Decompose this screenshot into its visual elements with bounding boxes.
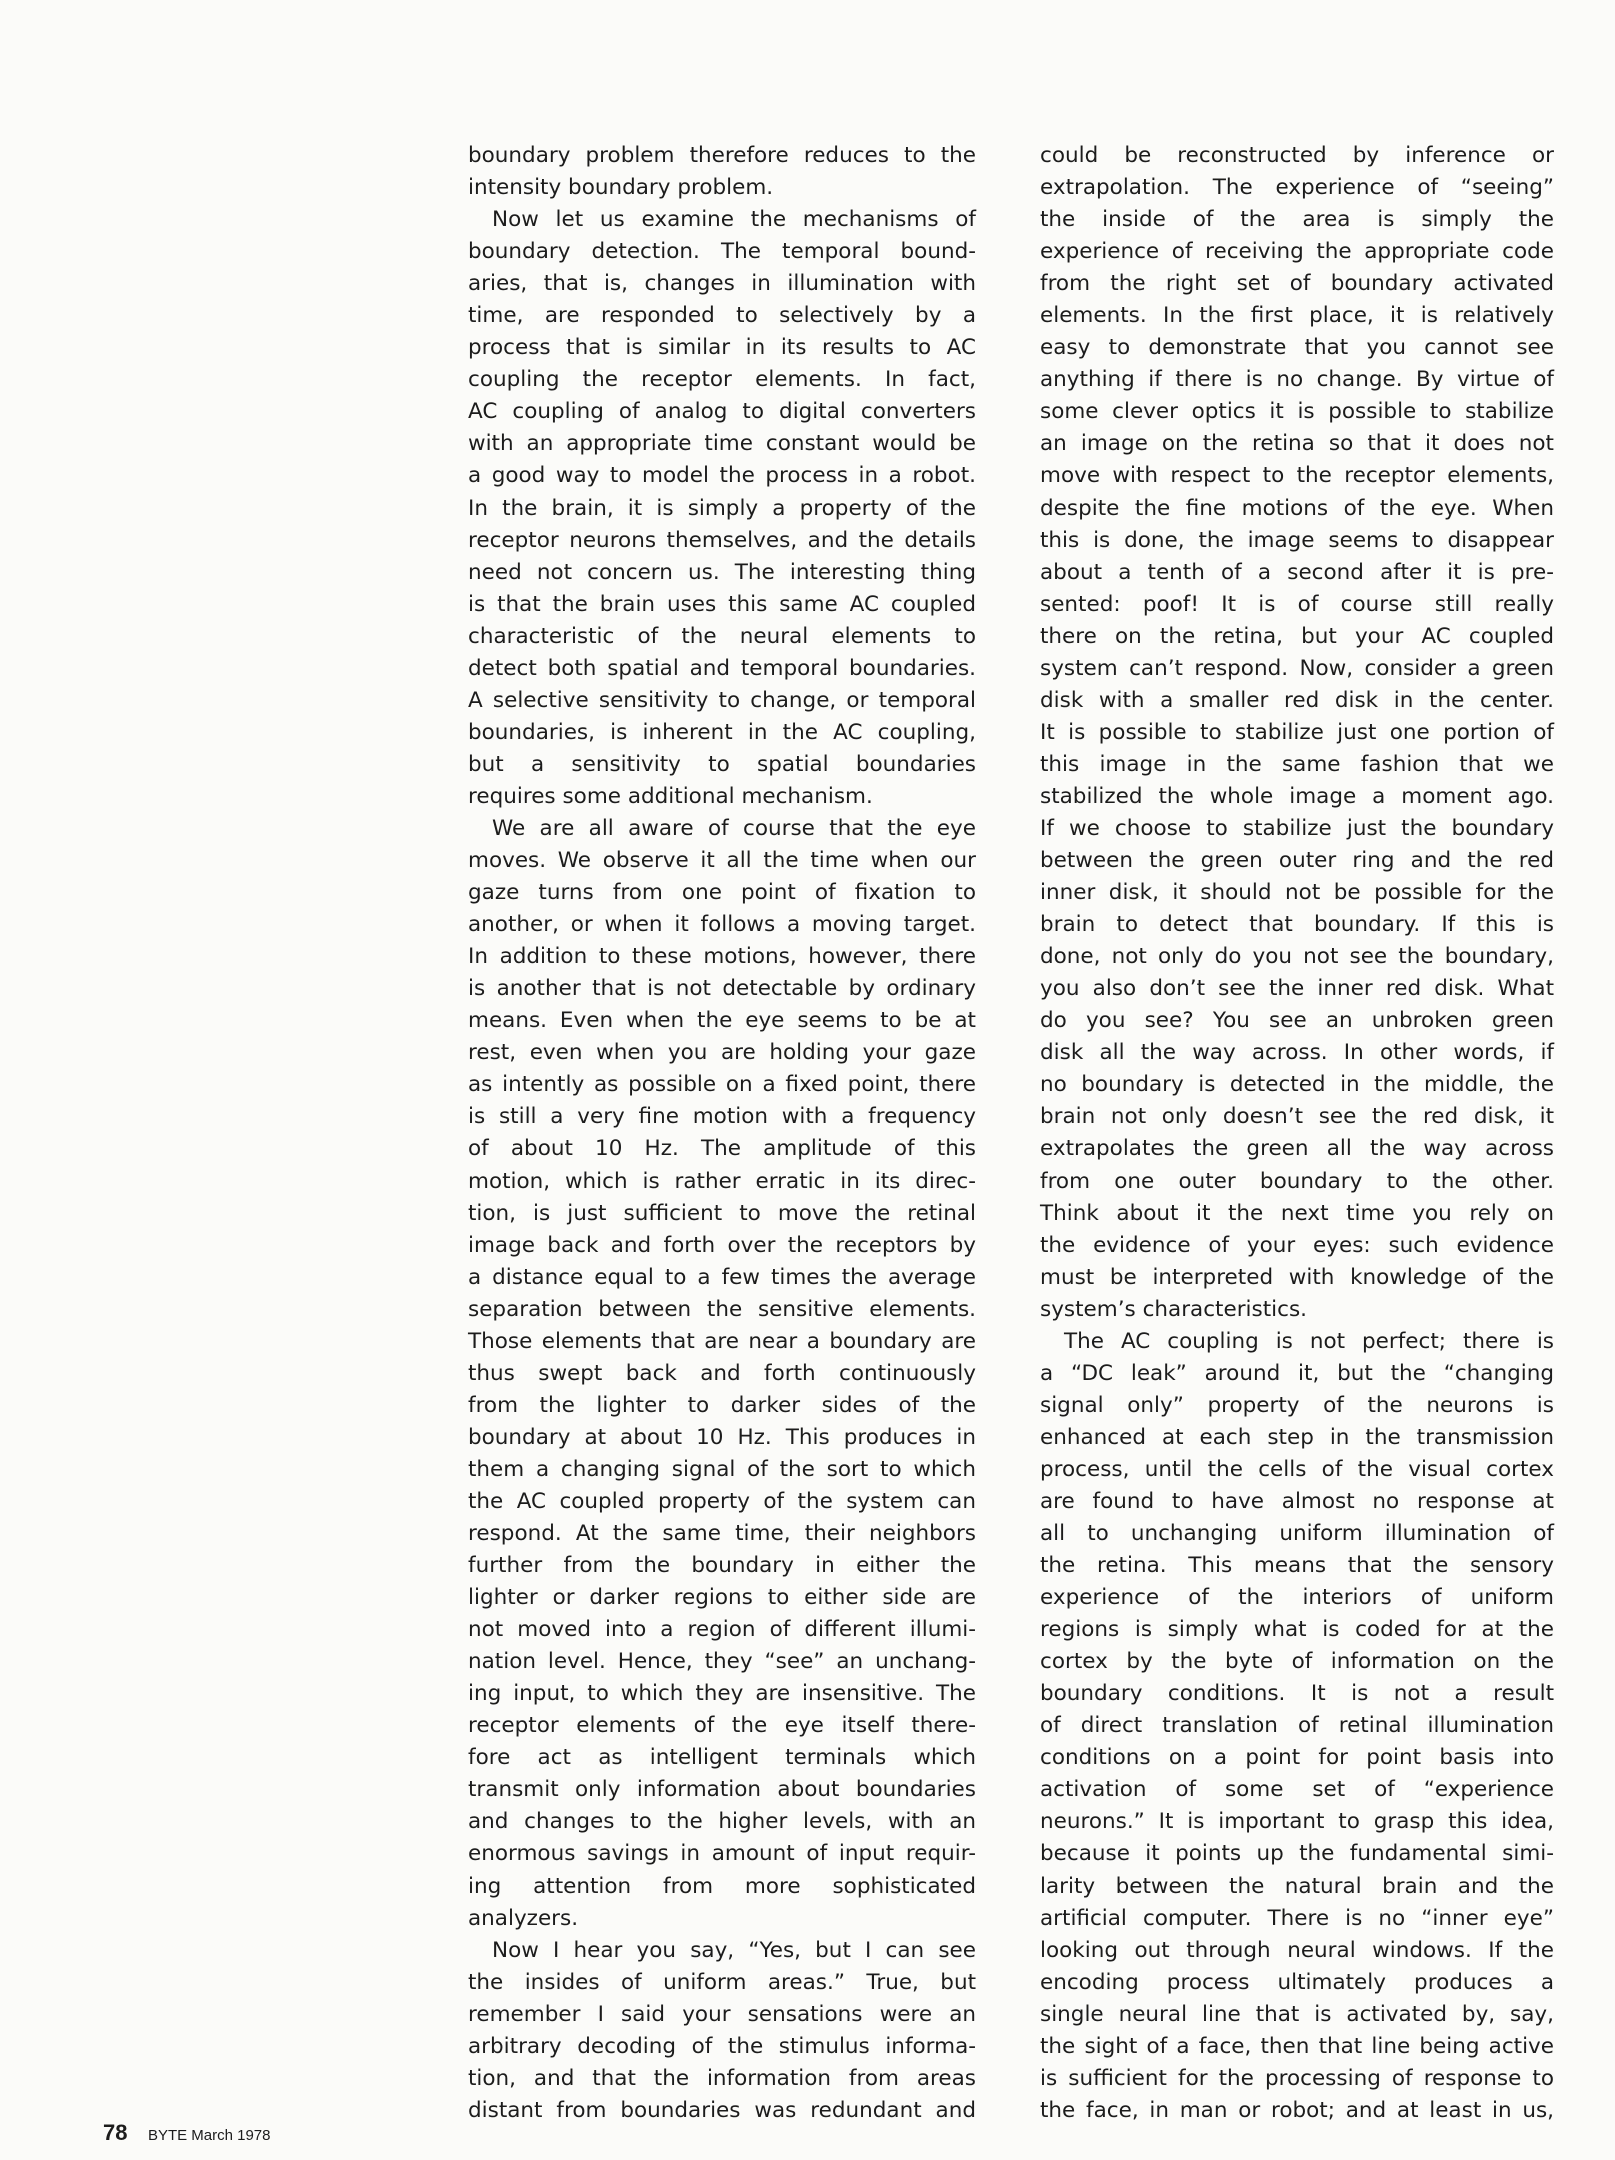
paragraph [1040, 140, 1554, 1326]
text-line: some clever optics it is possible to stabilize [1040, 399, 1554, 425]
text-line: In the brain, it is simply a property of the [468, 495, 976, 521]
text-line: boundary problem therefore reduces to the [468, 143, 976, 168]
text-line: receptor neurons themselves, and the details [468, 527, 976, 553]
text-line: Those elements that are near a boundary are [468, 1328, 976, 1354]
text-line: AC coupling of analog to digital converters [468, 399, 976, 425]
text-line: a “DC leak” around it, but the “changing [1040, 1360, 1554, 1386]
text-line: is still a very fine motion with a frequency [468, 1104, 976, 1130]
text-line: means. Even when the eye seems to be at [468, 1008, 976, 1034]
text-line: of about 10 Hz. The amplitude of this [468, 1136, 976, 1162]
text-line: could be reconstructed by inference or [1040, 143, 1554, 168]
text-line: about a tenth of a second after it is pre- [1040, 559, 1554, 585]
text-line: system’s characteristics. [1040, 1296, 1307, 1322]
text-line: regions is simply what is coded for at the [1040, 1617, 1554, 1643]
text-line: but a sensitivity to spatial boundaries [468, 751, 976, 777]
text-line: no boundary is detected in the middle, the [1040, 1072, 1554, 1098]
text-line: a distance equal to a few times the average [468, 1264, 976, 1290]
text-line: Now let us examine the mechanisms of [492, 207, 976, 233]
text-line: arbitrary decoding of the stimulus informa- [468, 2033, 976, 2059]
paragraph [468, 140, 976, 204]
text-line: analyzers. [468, 1905, 579, 1931]
text-line: system can’t respond. Now, consider a green [1040, 655, 1554, 681]
text-line: boundary detection. The temporal bound- [468, 239, 976, 265]
text-line: signal only” property of the neurons is [1040, 1392, 1554, 1418]
text-line: A selective sensitivity to change, or temporal [468, 687, 976, 713]
text-line: ing attention from more sophisticated [468, 1873, 976, 1899]
text-line: requires some additional mechanism. [468, 783, 873, 809]
text-line: done, not only do you not see the boundary, [1040, 944, 1554, 970]
text-line: respond. At the same time, their neighbors [468, 1521, 976, 1547]
text-line: not moved into a region of different illumi- [468, 1617, 976, 1643]
text-line: despite the fine motions of the eye. When [1040, 495, 1554, 521]
text-line: detect both spatial and temporal boundaries. [468, 655, 976, 681]
text-line: boundary conditions. It is not a result [1040, 1681, 1554, 1707]
paragraph [468, 204, 976, 813]
text-line: this is done, the image seems to disappear [1040, 527, 1554, 553]
text-line: activation of some set of “experience [1040, 1777, 1554, 1803]
text-line: process that is similar in its results to AC [468, 335, 976, 361]
text-line: sented: poof! It is of course still really [1040, 591, 1554, 617]
text-line: is another that is not detectable by ordinary [468, 976, 976, 1002]
text-line: aries, that is, changes in illumination with [468, 271, 976, 297]
text-line: boundaries, is inherent in the AC coupling, [468, 719, 976, 745]
text-line: is that the brain uses this same AC coupled [468, 591, 976, 617]
text-line: the face, in man or robot; and at least in us, [1040, 2097, 1554, 2123]
left-text-column [468, 140, 976, 2127]
text-line: motion, which is rather erratic in its direc- [468, 1168, 976, 1194]
text-line: move with respect to the receptor elements, [1040, 463, 1554, 489]
text-line: Think about it the next time you rely on [1040, 1200, 1554, 1226]
text-line: experience of the interiors of uniform [1040, 1585, 1554, 1611]
text-line: there on the retina, but your AC coupled [1040, 623, 1554, 649]
paragraph [468, 1935, 976, 2127]
text-line: thus swept back and forth continuously [468, 1360, 976, 1386]
text-line: time, are responded to selectively by a [468, 303, 976, 329]
text-line: with an appropriate time constant would be [468, 431, 976, 457]
text-line: cortex by the byte of information on the [1040, 1649, 1554, 1675]
text-line: brain not only doesn’t see the red disk, it [1040, 1104, 1554, 1130]
text-line: boundary at about 10 Hz. This produces in [468, 1424, 976, 1450]
text-line: the retina. This means that the sensory [1040, 1553, 1554, 1579]
text-line: remember I said your sensations were an [468, 2001, 976, 2027]
text-line: The AC coupling is not perfect; there is [1064, 1328, 1554, 1354]
text-line: do you see? You see an unbroken green [1040, 1008, 1554, 1034]
text-line: the inside of the area is simply the [1040, 207, 1554, 233]
text-line: and changes to the higher levels, with an [468, 1809, 976, 1835]
text-line: inner disk, it should not be possible for the [1040, 880, 1554, 906]
text-line: of direct translation of retinal illumination [1040, 1713, 1554, 1739]
page-number: 78 [103, 2120, 128, 2145]
text-line: further from the boundary in either the [468, 1553, 976, 1579]
paragraph [1040, 1326, 1554, 2127]
text-line: It is possible to stabilize just one portion of [1040, 719, 1554, 745]
page-footer [103, 2120, 271, 2146]
text-line: nation level. Hence, they “see” an unchang- [468, 1649, 976, 1675]
text-line: them a changing signal of the sort to which [468, 1456, 976, 1482]
text-line: neurons.” It is important to grasp this idea, [1040, 1809, 1554, 1835]
text-line: the AC coupled property of the system can [468, 1488, 976, 1514]
text-line: the evidence of your eyes: such evidence [1040, 1232, 1554, 1258]
text-line: disk with a smaller red disk in the center. [1040, 687, 1554, 713]
text-line: tion, is just sufficient to move the retinal [468, 1200, 976, 1226]
text-line: between the green outer ring and the red [1040, 848, 1554, 874]
text-line: because it points up the fundamental simi- [1040, 1841, 1554, 1867]
text-line: larity between the natural brain and the [1040, 1873, 1554, 1899]
text-line: enhanced at each step in the transmission [1040, 1424, 1554, 1450]
text-line: disk all the way across. In other words, if [1040, 1040, 1554, 1066]
text-line: gaze turns from one point of fixation to [468, 880, 976, 906]
right-text-column [1040, 140, 1554, 2127]
text-line: need not concern us. The interesting thing [468, 559, 976, 585]
text-line: enormous savings in amount of input requir- [468, 1841, 976, 1867]
text-line: If we choose to stabilize just the boundary [1040, 815, 1554, 841]
text-line: tion, and that the information from areas [468, 2065, 976, 2091]
text-line: intensity boundary problem. [468, 175, 774, 201]
magazine-issue: BYTE March 1978 [147, 2127, 271, 2144]
paragraph [468, 813, 976, 1935]
text-line: lighter or darker regions to either side are [468, 1585, 976, 1611]
text-line: receptor elements of the eye itself there- [468, 1713, 976, 1739]
text-line: ing input, to which they are insensitive. The [468, 1681, 976, 1707]
text-line: the insides of uniform areas.” True, but [468, 1969, 976, 1995]
text-line: extrapolates the green all the way across [1040, 1136, 1554, 1162]
text-line: We are all aware of course that the eye [492, 815, 976, 841]
text-line: separation between the sensitive elements. [468, 1296, 976, 1322]
text-line: artificial computer. There is no “inner eye” [1040, 1905, 1554, 1931]
text-line: from the right set of boundary activated [1040, 271, 1554, 297]
text-line: from one outer boundary to the other. [1040, 1168, 1554, 1194]
text-line: encoding process ultimately produces a [1040, 1969, 1554, 1995]
text-line: coupling the receptor elements. In fact, [468, 367, 976, 393]
text-line: process, until the cells of the visual cortex [1040, 1456, 1554, 1482]
text-line: distant from boundaries was redundant and [468, 2097, 976, 2123]
text-line: conditions on a point for point basis into [1040, 1745, 1554, 1771]
text-line: stabilized the whole image a moment ago. [1040, 783, 1554, 809]
text-line: a good way to model the process in a robot. [468, 463, 976, 489]
text-line: you also don’t see the inner red disk. What [1040, 976, 1554, 1002]
text-line: fore act as intelligent terminals which [468, 1745, 976, 1771]
text-line: single neural line that is activated by, say, [1040, 2001, 1554, 2027]
text-line: characteristic of the neural elements to [468, 623, 976, 649]
text-line: looking out through neural windows. If the [1040, 1937, 1554, 1963]
text-line: from the lighter to darker sides of the [468, 1392, 976, 1418]
text-line: extrapolation. The experience of “seeing” [1040, 175, 1554, 201]
text-line: another, or when it follows a moving target. [468, 912, 976, 938]
text-line: the sight of a face, then that line being active [1040, 2033, 1554, 2059]
text-line: this image in the same fashion that we [1040, 751, 1554, 777]
text-line: rest, even when you are holding your gaze [468, 1040, 976, 1066]
text-line: are found to have almost no response at [1040, 1488, 1554, 1514]
text-line: moves. We observe it all the time when our [468, 848, 976, 874]
text-line: must be interpreted with knowledge of the [1040, 1264, 1554, 1290]
text-line: image back and forth over the receptors by [468, 1232, 976, 1258]
text-line: transmit only information about boundaries [468, 1777, 976, 1803]
text-line: is sufficient for the processing of response to [1040, 2065, 1554, 2091]
text-line: anything if there is no change. By virtue of [1040, 367, 1554, 393]
text-line: In addition to these motions, however, there [468, 944, 976, 970]
text-line: elements. In the first place, it is relatively [1040, 303, 1554, 329]
text-line: experience of receiving the appropriate code [1040, 239, 1554, 265]
text-line: Now I hear you say, “Yes, but I can see [492, 1937, 976, 1963]
text-line: brain to detect that boundary. If this is [1040, 912, 1554, 938]
text-line: easy to demonstrate that you cannot see [1040, 335, 1554, 361]
text-line: an image on the retina so that it does not [1040, 431, 1554, 457]
text-line: all to unchanging uniform illumination of [1040, 1521, 1554, 1547]
text-line: as intently as possible on a fixed point, there [468, 1072, 976, 1098]
